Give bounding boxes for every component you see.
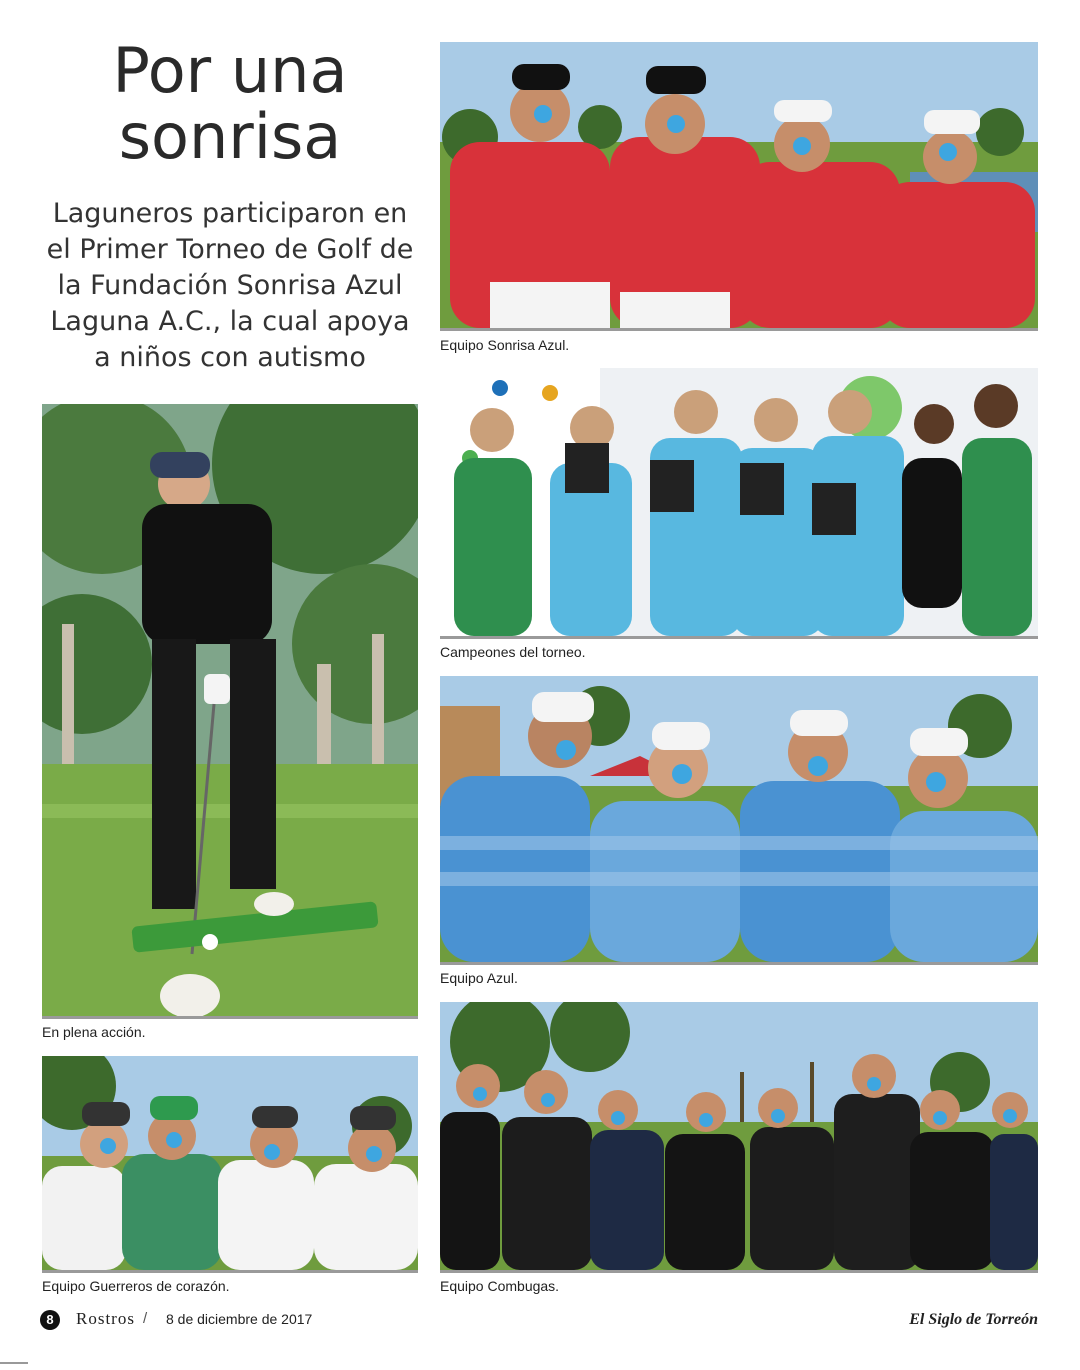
- caption-equipo-sonrisa-azul: Equipo Sonrisa Azul.: [440, 337, 570, 353]
- photo-en-plena-accion: [42, 404, 418, 1019]
- issue-date: 8 de diciembre de 2017: [166, 1311, 313, 1327]
- photo-equipo-azul: [440, 676, 1038, 965]
- section-name: Rostros: [76, 1309, 135, 1328]
- caption-en-plena-accion: En plena acción.: [42, 1024, 146, 1040]
- bottom-rule: [0, 1362, 28, 1364]
- page-number: 8: [40, 1310, 60, 1330]
- photo-equipo-guerreros-de-corazon: [42, 1056, 418, 1273]
- article-subtitle: Laguneros participaron en el Primer Torneo de Golf de la Fundación Sonrisa Azul Laguna A.C., la cual apoya a niños con autismo: [46, 198, 414, 373]
- caption-equipo-guerreros-de-corazon: Equipo Guerreros de corazón.: [42, 1278, 230, 1294]
- caption-campeones-del-torneo: Campeones del torneo.: [440, 644, 586, 660]
- caption-equipo-azul: Equipo Azul.: [440, 970, 518, 986]
- article-title: Por una sonrisa: [112, 34, 348, 173]
- photo-equipo-sonrisa-azul: [440, 42, 1038, 331]
- publication-name: El Siglo de Torreón: [909, 1311, 1038, 1328]
- footer-separator: /: [143, 1310, 148, 1327]
- photo-campeones-del-torneo: [440, 368, 1038, 639]
- photo-equipo-combugas: [440, 1002, 1038, 1273]
- caption-equipo-combugas: Equipo Combugas.: [440, 1278, 560, 1294]
